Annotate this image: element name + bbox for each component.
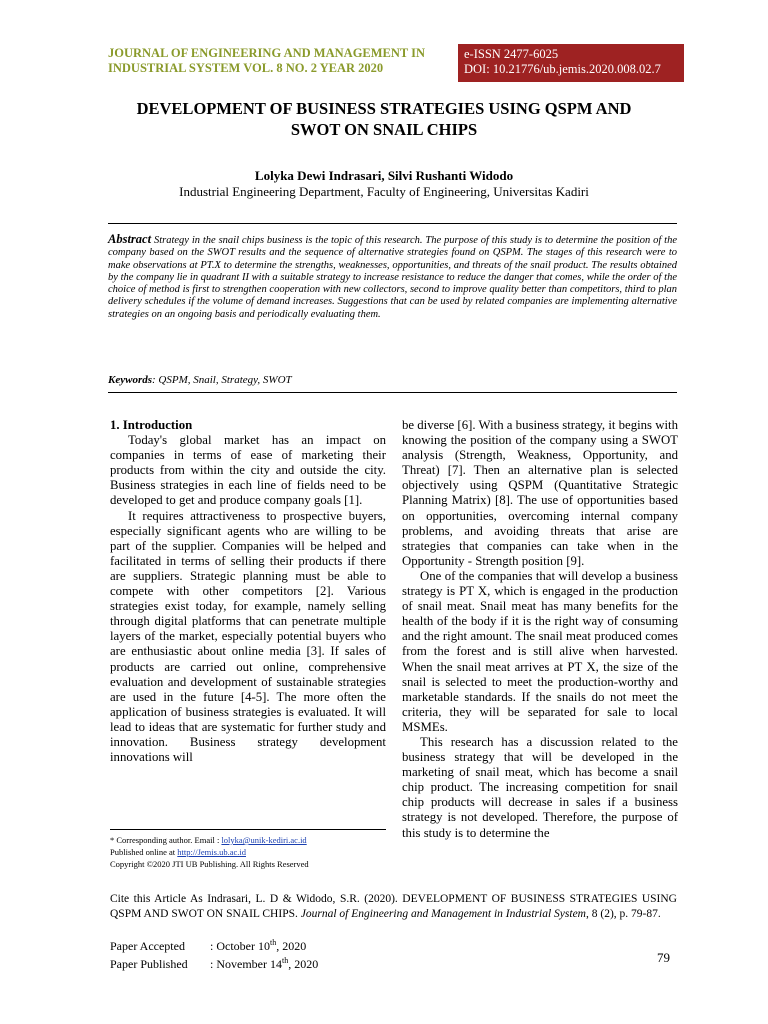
footnote — [110, 834, 386, 870]
paper-title — [100, 98, 668, 140]
page-number: 79 — [657, 950, 670, 965]
email-link[interactable]: lolyka@unik-kediri.ac.id — [221, 835, 307, 845]
left-column — [110, 418, 386, 765]
paragraph: Today's global market has an impact on companies in terms of ease of marketing their products from within the city and outside the city. Business strategies in each line of fields need to be developed to get and produce company goals [1]. — [110, 433, 386, 508]
keywords-label: Keywords — [108, 374, 152, 386]
affiliation: Industrial Engineering Department, Faculty of Engineering, Universitas Kadiri — [179, 184, 589, 199]
bottom-rule — [108, 392, 677, 393]
paragraph: One of the companies that will develop a business strategy is PT X, which is engaged in the production of snail meat. Snail meat has many benefits for the health of the body if it is the right way of consuming and the right amount. The snail meat produced comes from the forest and is still alive when harvested. When the snail meat arrives at PT X, the size of the snail is selected to meet the production-worthy and marketable standards. If the snails do not meet the criteria, they will be separated for sale to local MSMEs. — [402, 568, 678, 734]
accepted-sup: th — [269, 938, 277, 947]
footnote-rule — [110, 829, 386, 830]
published-label: Published online at — [110, 847, 178, 857]
keywords-text: : QSPM, Snail, Strategy, SWOT — [152, 374, 292, 386]
journal-url-link[interactable]: http://Jemis.ub.ac.id — [177, 847, 246, 857]
accepted-year: , 2020 — [276, 939, 307, 953]
abstract-text: Strategy in the snail chips business is the topic of this research. The purpose of this study is to determine the position of the company based on the SWOT results and the sequence of alternative strategies found on QSPM. The stages of this research were to make observations at PT.X to determine the strengths, weaknesses, opportunities, and threats of the snail product. The results obtained by the company lie in quadrant II with a suitable strategy to increase resistance to reduce the danger that comes, while the order of the choice of method is first to strengthen cooperation with new collectors, second to improve quality better than competitors, third to plan delivery schedules if the volume of demand increases. Suggestions that can be used by related companies are implementing alternative strategies on an ongoing basis and periodically evaluating them. — [108, 235, 678, 320]
copyright: Copyright ©2020 JTI UB Publishing. All Rights Reserved — [110, 859, 309, 869]
journal-id-box — [458, 44, 684, 82]
journal-title-line2: INDUSTRIAL SYSTEM VOL. 8 NO. 2 YEAR 2020 — [108, 61, 384, 75]
keywords — [108, 374, 677, 386]
citation-prefix: Cite this Article As Indrasari, L. D & Widodo, S.R. (2020). DEVELOPMENT OF BUSINESS STRATEGIES USING QSPM AND SWOT ON SNAIL CHIPS. — [110, 893, 677, 920]
published-date — [110, 954, 318, 972]
right-column — [402, 418, 678, 841]
published-value: : November 14 — [210, 956, 282, 971]
abstract-label: Abstract — [108, 232, 152, 246]
citation-journal: Journal of Engineering and Management in Industrial System — [300, 907, 586, 920]
journal-title-line1: JOURNAL OF ENGINEERING AND MANAGEMENT IN — [108, 46, 426, 60]
accepted-date — [110, 936, 318, 954]
doi: DOI: 10.21776/ub.jemis.2020.008.02.7 — [464, 62, 661, 76]
published-sup: th — [281, 955, 289, 965]
published-label: Paper Published — [110, 956, 188, 971]
citation-suffix: , 8 (2), p. 79-87. — [585, 907, 661, 920]
authors: Lolyka Dewi Indrasari, Silvi Rushanti Widodo — [254, 168, 514, 183]
top-rule — [108, 223, 677, 224]
journal-title — [108, 46, 453, 76]
paper-title-line2: SWOT ON SNAIL CHIPS — [290, 120, 478, 139]
accepted-label: Paper Accepted — [110, 939, 185, 953]
citation — [110, 892, 677, 921]
paragraph: be diverse [6]. With a business strategy, it begins with knowing the position of the company using a SWOT analysis (Strength, Weakness, Opportunity, and Threat) [7]. Then an alternative plan is selected objectively using QSPM (Quantitative Strategic Planning Matrix) [8]. The use of opportunities based on opportunities, overcoming internal company problems, and avoiding threats that arise are strategies that companies can take when in the Opportunity - Strength position [9]. — [402, 418, 678, 568]
published-online — [110, 846, 386, 858]
paragraph: This research has a discussion related to the business strategy that will be developed in the marketing of snail meat, which has become a snail chip product. The increasing competition for snail chip products will decrease in sales if a business strategy is not developed. Therefore, the purpose of this study is to determine the — [402, 734, 678, 840]
paragraph: It requires attractiveness to prospective buyers, especially significant agents who are willing to be part of the supplier. Companies will be helped and facilitated in terms of selling their products if there are suppliers. Strategic planning must be able to compete with other competitors [2]. Various strategies exist today, for example, namely selling through digital platforms that can penetrate multiple layers of the market, especially potential buyers who are enthusiastic about online media [3]. If sales of products are carried out online, comprehensive evaluation and development of sustainable strategies are used in the future [4-5]. The more often the application of business strategies is evaluated. It will lead to ideas that are systematic for further study and innovation. Business strategy development innovations will — [110, 508, 386, 765]
corresponding-label: * Corresponding author. Email : — [110, 835, 222, 845]
section-heading: 1. Introduction — [110, 418, 193, 432]
eissn: e-ISSN 2477-6025 — [464, 47, 559, 61]
paper-title-line1: DEVELOPMENT OF BUSINESS STRATEGIES USING QSPM AND — [136, 99, 632, 118]
abstract — [108, 233, 677, 321]
accepted-value: : October 10 — [210, 939, 270, 953]
published-year: , 2020 — [288, 956, 319, 971]
paper-dates — [110, 936, 318, 971]
corresponding-author — [110, 834, 386, 846]
